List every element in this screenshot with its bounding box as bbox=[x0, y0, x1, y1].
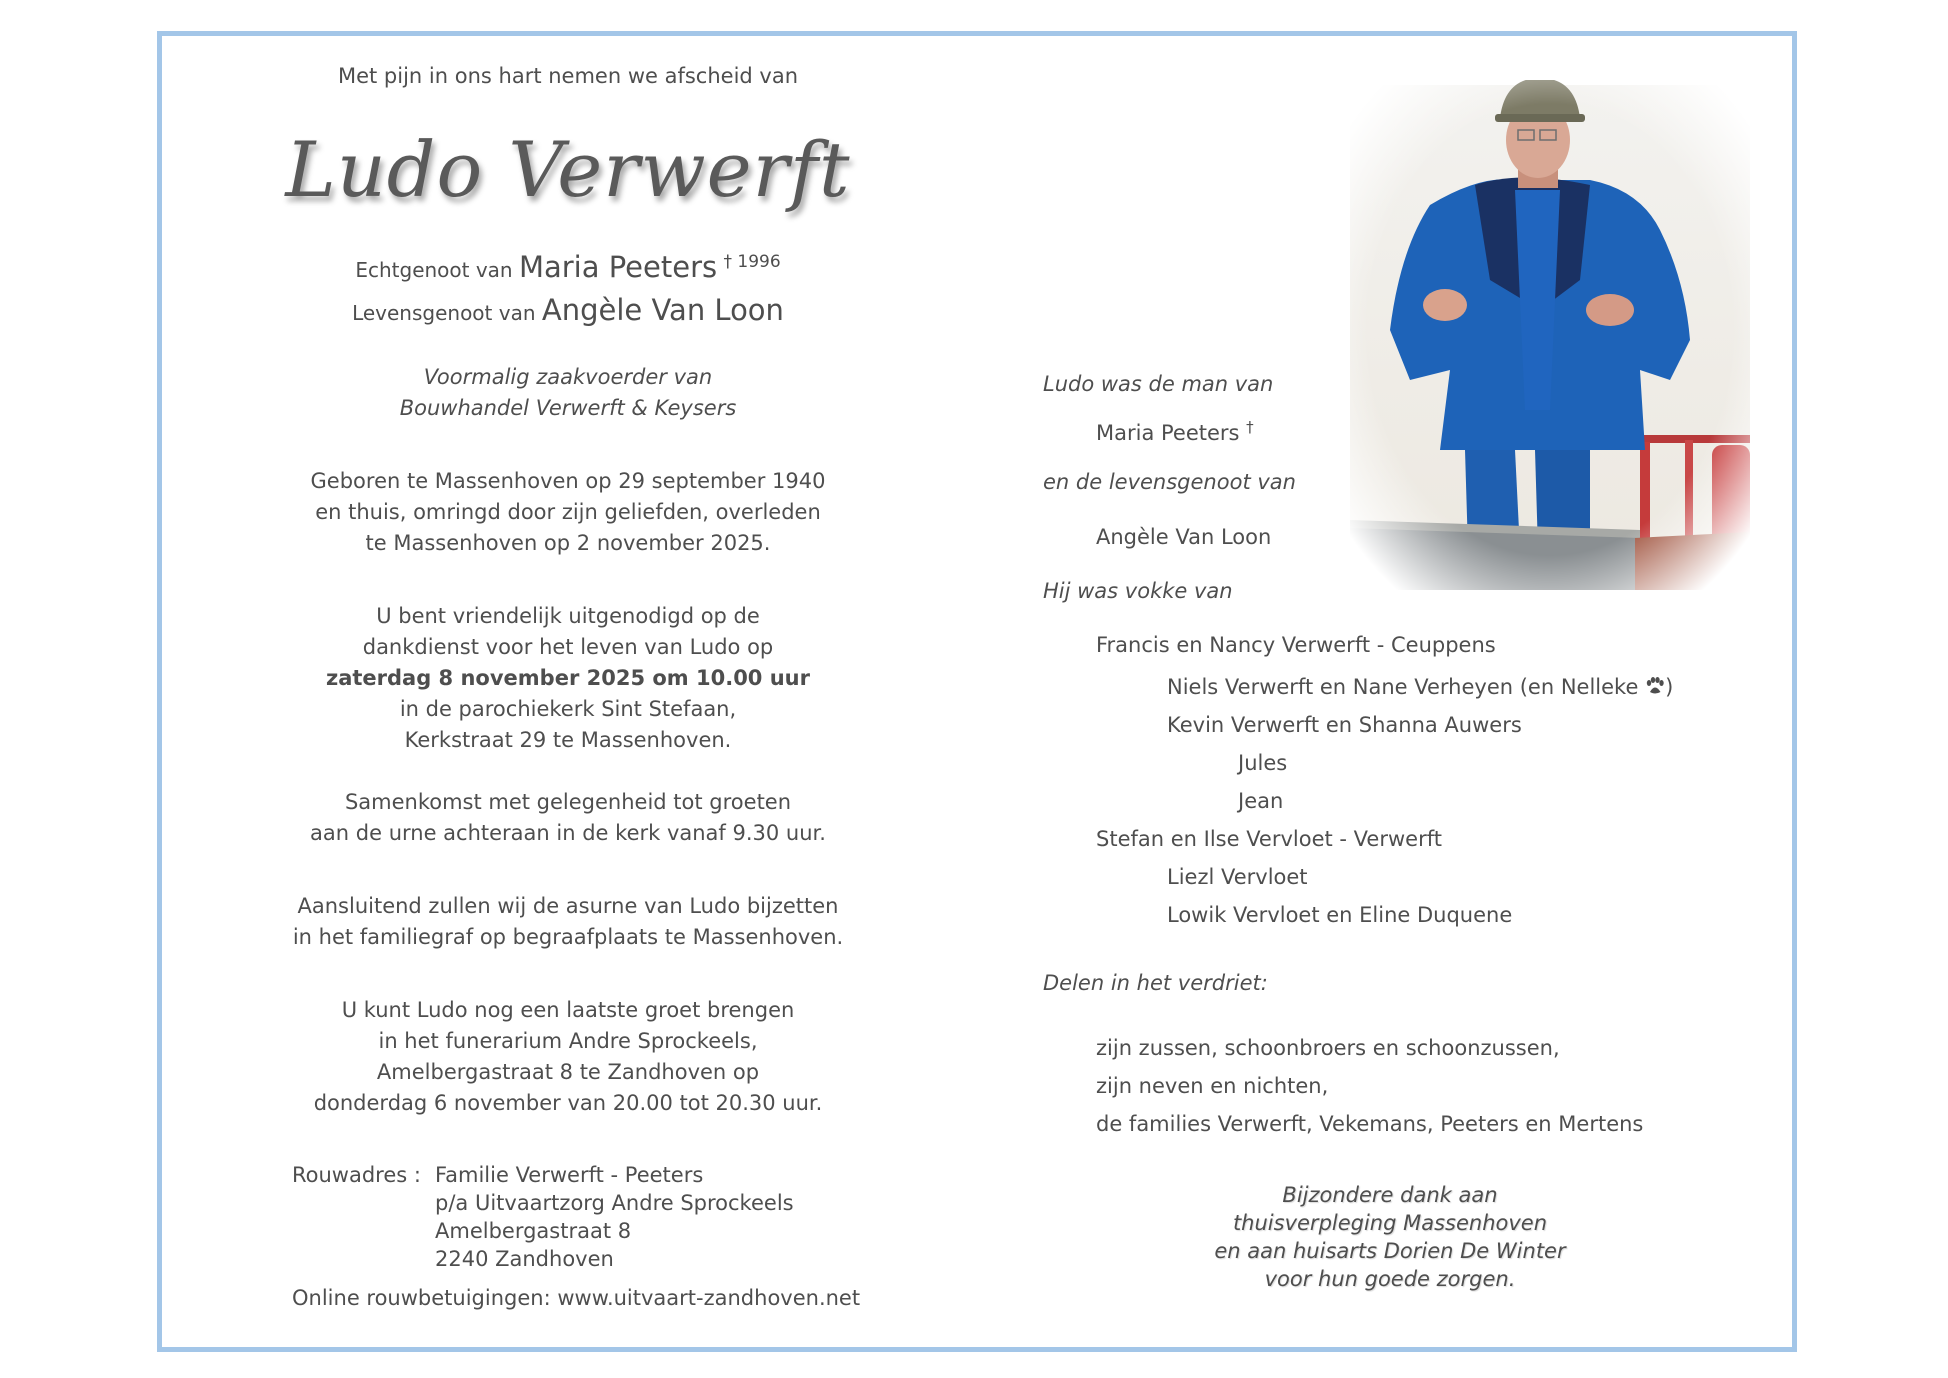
partner-heading: en de levensgenoot van bbox=[1043, 470, 1296, 494]
address-line: Familie Verwerft - Peeters bbox=[435, 1163, 704, 1187]
paragraph-line: dankdienst voor het leven van Ludo op bbox=[362, 635, 774, 659]
birth-death-paragraph bbox=[268, 466, 868, 559]
paragraph-line: te Massenhoven op 2 november 2025. bbox=[365, 531, 771, 555]
paragraph-line: in het familiegraf op begraafplaats te Massenhoven. bbox=[292, 925, 844, 949]
family-item-suffix: ) bbox=[1665, 675, 1674, 699]
family-item: Jean bbox=[1238, 789, 1284, 813]
portrait-photo bbox=[1340, 80, 1760, 600]
partner-line bbox=[268, 290, 868, 333]
husband-of-heading: Ludo was de man van bbox=[1043, 372, 1274, 396]
paragraph-line: Samenkomst met gelegenheid tot groeten bbox=[344, 790, 792, 814]
online-condolences bbox=[292, 1284, 860, 1312]
paragraph-line: Aansluitend zullen wij de asurne van Ludo bijzetten bbox=[297, 894, 839, 918]
thanks-line: Bijzondere dank aan bbox=[1282, 1183, 1498, 1207]
paragraph-line: in de parochiekerk Sint Stefaan, bbox=[399, 697, 737, 721]
address-label: Rouwadres : bbox=[292, 1163, 421, 1187]
family-item: Francis en Nancy Verwerft - Ceuppens bbox=[1096, 633, 1496, 657]
thanks-paragraph bbox=[1180, 1181, 1600, 1293]
relations-block bbox=[268, 242, 868, 333]
partner-name: Angèle Van Loon bbox=[541, 293, 784, 327]
online-url-link[interactable]: www.uitvaart-zandhoven.net bbox=[557, 1286, 861, 1310]
paragraph-line: en thuis, omringd door zijn geliefden, overleden bbox=[315, 500, 821, 524]
family-item bbox=[1167, 672, 1673, 702]
paragraph-line: Amelbergastraat 8 te Zandhoven op bbox=[376, 1060, 760, 1084]
family-item: Lowik Vervloet en Eline Duquene bbox=[1167, 903, 1513, 927]
paragraph-line: Geboren te Massenhoven op 29 september 1940 bbox=[310, 469, 826, 493]
grief-line: zijn neven en nichten, bbox=[1096, 1074, 1329, 1098]
occupation bbox=[268, 362, 868, 424]
address-line: p/a Uitvaartzorg Andre Sprockeels bbox=[435, 1191, 794, 1215]
death-mark: † bbox=[1246, 418, 1254, 436]
intro-text: Met pijn in ons hart nemen we afscheid van bbox=[337, 64, 799, 88]
husband-of-line bbox=[1096, 412, 1254, 448]
paw-icon bbox=[1645, 677, 1665, 695]
paragraph-line: U bent vriendelijk uitgenodigd op de bbox=[376, 604, 760, 628]
visitation-paragraph bbox=[268, 995, 868, 1119]
gathering-paragraph bbox=[268, 787, 868, 849]
grief-line: de families Verwerft, Vekemans, Peeters en Mertens bbox=[1096, 1112, 1644, 1136]
paragraph-line: U kunt Ludo nog een laatste groet brengen bbox=[341, 998, 795, 1022]
grief-line: zijn zussen, schoonbroers en schoonzussen, bbox=[1096, 1036, 1560, 1060]
thanks-line: thuisverpleging Massenhoven bbox=[1232, 1211, 1548, 1235]
family-item: Stefan en Ilse Vervloet - Verwerft bbox=[1096, 827, 1442, 851]
family-item: Liezl Vervloet bbox=[1167, 865, 1308, 889]
family-item: Jules bbox=[1238, 751, 1288, 775]
paragraph-line: donderdag 6 november van 20.00 tot 20.30 uur. bbox=[313, 1091, 823, 1115]
husband-of-name: Maria Peeters bbox=[1096, 421, 1240, 445]
family-item: Kevin Verwerft en Shanna Auwers bbox=[1167, 713, 1522, 737]
spouse-death-mark: † 1996 bbox=[723, 252, 781, 272]
paragraph-line: aan de urne achteraan in de kerk vanaf 9.30 uur. bbox=[310, 821, 826, 845]
paragraph-line: in het funerarium Andre Sprockeels, bbox=[378, 1029, 758, 1053]
occupation-line: Bouwhandel Verwerft & Keysers bbox=[399, 396, 737, 420]
spouse-line bbox=[268, 242, 868, 290]
deceased-name: Ludo Verwerft bbox=[285, 125, 851, 214]
portrait-image bbox=[1340, 80, 1760, 600]
address-lines bbox=[435, 1161, 794, 1273]
service-paragraph bbox=[268, 601, 868, 756]
brother-heading: Hij was vokke van bbox=[1043, 579, 1233, 603]
interment-paragraph bbox=[268, 891, 868, 953]
thanks-line: en aan huisarts Dorien De Winter bbox=[1214, 1239, 1566, 1263]
partner-prefix: Levensgenoot van bbox=[352, 301, 536, 325]
service-datetime: zaterdag 8 november 2025 om 10.00 uur bbox=[325, 666, 810, 690]
spouse-prefix: Echtgenoot van bbox=[355, 258, 513, 282]
spouse-name: Maria Peeters bbox=[518, 250, 718, 284]
family-item-text: Niels Verwerft en Nane Verheyen (en Nelleke bbox=[1167, 675, 1646, 699]
paragraph-line: Kerkstraat 29 te Massenhoven. bbox=[404, 728, 732, 752]
thanks-line: voor hun goede zorgen. bbox=[1264, 1267, 1516, 1291]
occupation-line: Voormalig zaakvoerder van bbox=[423, 365, 713, 389]
partner-name-right: Angèle Van Loon bbox=[1096, 525, 1272, 549]
address-line: 2240 Zandhoven bbox=[435, 1247, 614, 1271]
grief-heading: Delen in het verdriet: bbox=[1043, 971, 1268, 995]
mourning-address bbox=[292, 1161, 794, 1273]
online-label: Online rouwbetuigingen: bbox=[292, 1286, 551, 1310]
address-line: Amelbergastraat 8 bbox=[435, 1219, 632, 1243]
